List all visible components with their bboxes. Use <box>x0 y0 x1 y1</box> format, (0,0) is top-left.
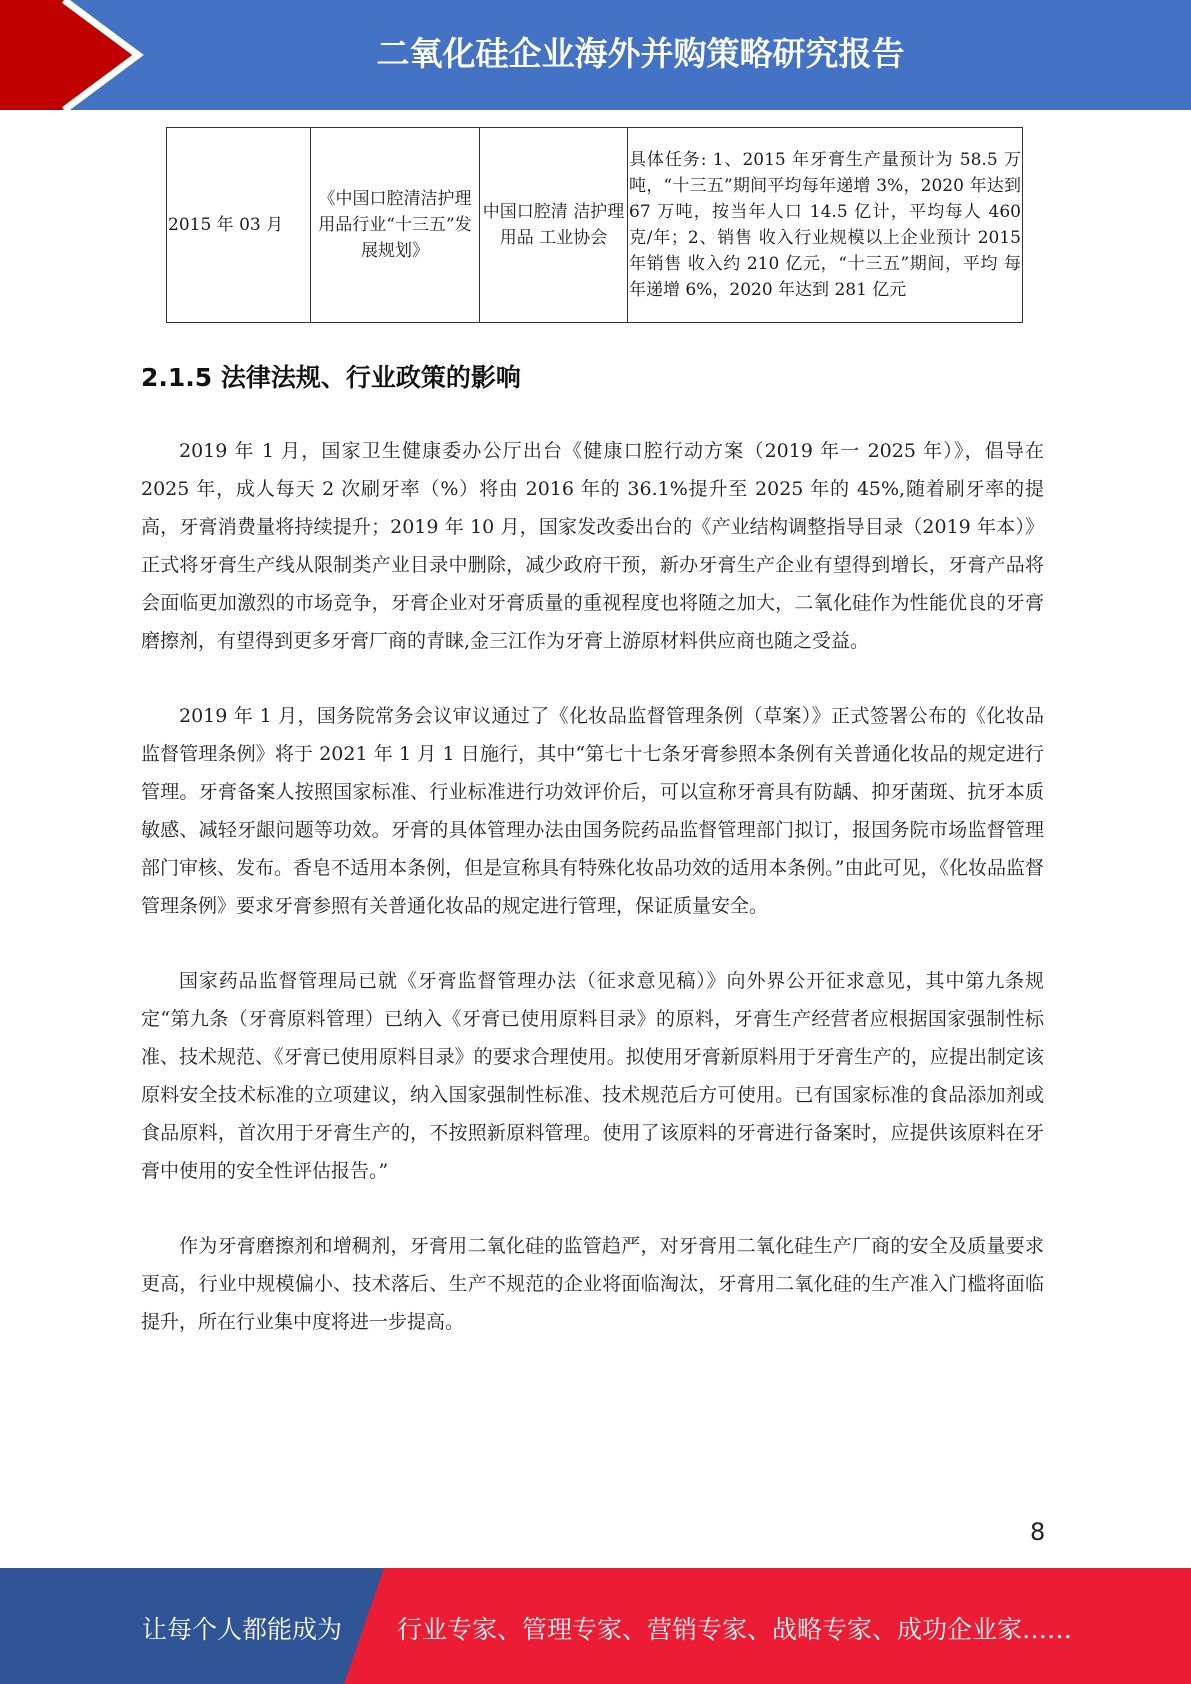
table-row <box>167 128 1023 323</box>
policy-table <box>166 127 1023 323</box>
policy-date: 2015 年 03 月 <box>167 128 311 323</box>
paragraph: 2019 年 1 月，国家卫生健康委办公厅出台《健康口腔行动方案（2019 年一 2025 年）》，倡导在 2025 年，成人每天 2 次刷牙率（%）将由 2016 年的 36.1%提升至 2025 年的 45%,随着刷牙率的提高，牙膏消费量将持续提升；2019 年 10 月，国家发改委出台的《产业结构调整指导目录（2019 年本）》正式将牙膏生产线从限制类产业目录中删除，减少政府干预，新办牙膏生产企业有望得到增长，牙膏产品将会面临更加激烈的市场竞争，牙膏企业对牙膏质量的重视程度也将随之加大，二氧化硅作为性能优良的牙膏磨擦剂，有望得到更多牙膏厂商的青睐,金三江作为牙膏上游原材料供应商也随之受益。 <box>141 440 1044 652</box>
report-title: 二氧化硅企业海外并购策略研究报告 <box>376 34 905 73</box>
paragraph: 国家药品监督管理局已就《牙膏监督管理办法（征求意见稿）》向外界公开征求意见，其中第九条规定“第九条（牙膏原料管理）已纳入《牙膏已使用原料目录》的原料，牙膏生产经营者应根据国家强制性标准、技术规范、《牙膏已使用原料目录》的要求合理使用。拟使用牙膏新原料用于牙膏生产的，应提出制定该原料安全技术标准的立项建议，纳入国家强制性标准、技术规范后方可使用。已有国家标准的食品添加剂或食品原料，首次用于牙膏生产的，不按照新原料管理。使用了该原料的牙膏进行备案时，应提供该原料在牙膏中使用的安全性评估报告。” <box>141 970 1044 1182</box>
section-body <box>141 432 1044 1378</box>
policy-content: 具体任务: 1、2015 年牙膏生产量预计为 58.5 万吨，“十三五”期间平均每年递增 3%，2020 年达到 67 万吨，按当年人口 14.5 亿计，平均每人 460 克/年；2、销售 收入行业规模以上企业预计 2015 年销售 收入约 210 亿元，“十三五”期间，平均 每年递增 6%，2020 年达到 281 亿元 <box>628 128 1023 323</box>
section-heading: 2.1.5 法律法规、行业政策的影响 <box>141 363 521 392</box>
page-footer <box>0 1568 1191 1684</box>
page-number: 8 <box>1030 1518 1046 1546</box>
page-header <box>0 0 1191 110</box>
paragraph: 2019 年 1 月，国务院常务会议审议通过了《化妆品监督管理条例（草案）》正式签署公布的《化妆品监督管理条例》将于 2021 年 1 月 1 日施行，其中“第七十七条牙膏参照本条例有关普通化妆品的规定进行管理。牙膏备案人按照国家标准、行业标准进行功效评价后，可以宣称牙膏具有防龋、抑牙菌斑、抗牙本质敏感、减轻牙龈问题等功效。牙膏的具体管理办法由国务院药品监督管理部门拟订，报国务院市场监督管理部门审核、发布。香皂不适用本条例，但是宣称具有特殊化妆品功效的适用本条例。”由此可见，《化妆品监督管理条例》要求牙膏参照有关普通化妆品的规定进行管理，保证质量安全。 <box>141 705 1044 917</box>
policy-organization: 中国口腔清 洁护理用品 工业协会 <box>480 128 628 323</box>
policy-document: 《中国口腔清洁护理用品行业“十三五”发展规划》 <box>311 128 480 323</box>
paragraph: 作为牙膏磨擦剂和增稠剂，牙膏用二氧化硅的监管趋严，对牙膏用二氧化硅生产厂商的安全及质量要求更高，行业中规模偏小、技术落后、生产不规范的企业将面临淘汰，牙膏用二氧化硅的生产准入门槛将面临提升，所在行业集中度将进一步提高。 <box>141 1235 1044 1333</box>
footer-slogan-right: 行业专家、管理专家、营销专家、战略专家、成功企业家…… <box>397 1615 1073 1644</box>
footer-slogan-left: 让每个人都能成为 <box>142 1615 343 1644</box>
